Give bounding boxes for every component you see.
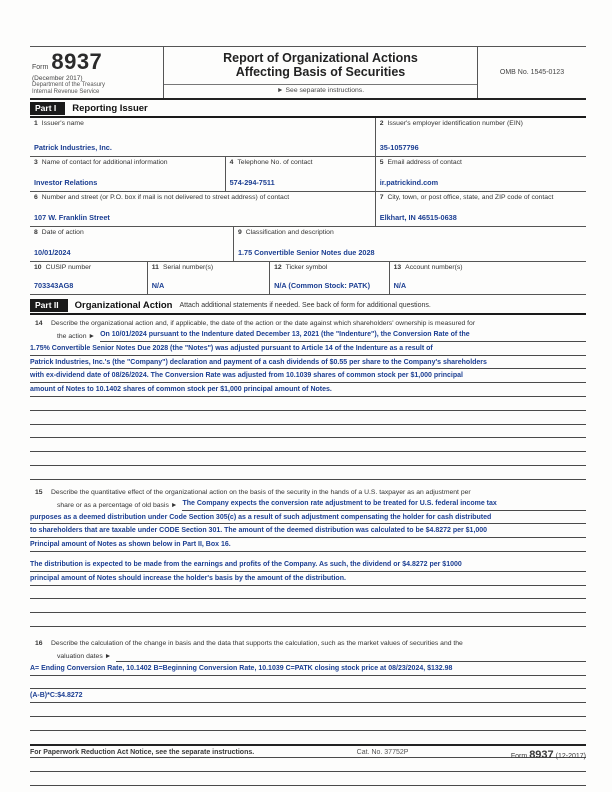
form-number: 8937 [51, 49, 103, 74]
field-10-label: CUSIP number [45, 264, 92, 271]
question-14-number: 14 [35, 320, 43, 327]
footer-form-number: 8937 [529, 749, 554, 761]
question-15-label-cont: share or as a percentage of old basis ► [57, 501, 178, 509]
part2-chip: Part II [30, 299, 68, 312]
see-instructions-note: ► See separate instructions. [164, 84, 477, 95]
part1-row-4 [30, 227, 586, 262]
question-15-label: Describe the quantitative effect of the organizational action on the basis of the security in the hands of a U.S. taxpayer as an adjustment per [51, 488, 471, 496]
field-contact-name [30, 157, 225, 191]
field-contact-city [375, 192, 586, 226]
field-13-number: 13 [393, 264, 402, 271]
answer-15-line: The distribution is expected to be made from the earnings and profits of the Company. As such, the dividend or $4.8272 per $1000 [30, 558, 586, 572]
answer-16-line: A= Ending Conversion Rate, 10.1402 B=Beginning Conversion Rate, 10.1039 C=PATK closing stock price at 08/23/2024, $132.98 [30, 662, 586, 676]
part1-chip: Part I [30, 102, 65, 115]
answer-14-line: Patrick Industries, Inc.'s (the "Company") declaration and payment of a cash dividends of $0.55 per share to the Company's shareholders [30, 356, 586, 370]
field-13-label: Account number(s) [405, 264, 463, 271]
field-account-number [389, 262, 586, 294]
field-4-value: 574-294-7511 [229, 178, 275, 187]
form-number-block [30, 47, 164, 98]
field-5-number: 5 [379, 159, 384, 166]
field-13-value: N/A [393, 281, 407, 290]
field-7-number: 7 [379, 194, 384, 201]
question-16 [30, 639, 586, 786]
field-10-number: 10 [34, 264, 42, 271]
field-8-number: 8 [34, 229, 38, 236]
field-4-label: Telephone No. of contact [237, 159, 313, 166]
agency-line-1: Department of the Treasury [32, 82, 106, 88]
answer-15-paragraph-2 [30, 558, 586, 586]
answer-16-line: (A-B)*C:$4.8272 [30, 689, 586, 703]
blank-line [30, 438, 586, 452]
blank-line [30, 676, 586, 690]
form-footer [30, 744, 586, 761]
blank-line [30, 703, 586, 717]
form-title-line-1: Report of Organizational Actions [223, 51, 418, 65]
question-15-number: 15 [35, 488, 43, 496]
field-serial-number [147, 262, 269, 294]
part2-title: Organizational Action [74, 300, 173, 311]
field-2-label: Issuer's employer identification number (EIN) [387, 120, 523, 127]
form-header [30, 46, 586, 100]
question-14-label-cont: the action ► [57, 332, 96, 340]
blank-line [30, 613, 586, 627]
part1-title: Reporting Issuer [72, 103, 148, 114]
answer-14-line: On 10/01/2024 pursuant to the Indenture dated December 13, 2021 (the "Indenture"), the Conversion Rate of the [100, 328, 586, 342]
field-2-number: 2 [379, 120, 384, 127]
blank-line [30, 397, 586, 411]
field-9-label: Classification and description [245, 229, 334, 236]
part1-row-3 [30, 192, 586, 227]
answer-15-line: purposes as a deemed distribution under Code Section 305(c) as a result of such adjustment compensating the holder for cash distributed [30, 511, 586, 525]
blank-line [116, 648, 586, 662]
field-classification [233, 227, 586, 261]
form-word: Form [32, 64, 49, 71]
blank-line [30, 599, 586, 613]
field-11-value: N/A [151, 281, 165, 290]
field-3-label: Name of contact for additional information [41, 159, 168, 166]
field-ein [375, 118, 586, 156]
footer-form-id [511, 749, 586, 761]
blank-line [30, 731, 586, 745]
blank-line [30, 586, 586, 600]
field-5-label: Email address of contact [387, 159, 462, 166]
field-contact-phone [225, 157, 375, 191]
agency-line-2: Internal Revenue Service [32, 89, 100, 95]
field-9-number: 9 [237, 229, 242, 236]
field-11-label: Serial number(s) [162, 264, 214, 271]
field-issuer-name [30, 118, 375, 156]
field-3-value: Investor Relations [34, 178, 98, 187]
part2-header [30, 297, 586, 315]
form-revision: (December 2017) [32, 75, 83, 82]
field-cusip [30, 262, 147, 294]
field-9-value: 1.75 Convertible Senior Notes due 2028 [237, 248, 375, 257]
field-7-value: Elkhart, IN 46515-0638 [379, 213, 457, 222]
catalog-number: Cat. No. 37752P [356, 749, 409, 756]
blank-line [30, 466, 586, 480]
field-contact-email [375, 157, 586, 191]
question-15 [30, 488, 586, 627]
field-10-value: 703343AG8 [34, 281, 74, 290]
field-12-number: 12 [274, 264, 282, 271]
field-12-label: Ticker symbol [285, 264, 328, 271]
part1-header [30, 100, 586, 118]
field-11-number: 11 [151, 264, 159, 271]
field-6-label: Number and street (or P.O. box if mail is not delivered to street address) of contact [41, 194, 290, 201]
answer-15-line: Principal amount of Notes as shown below in Part II, Box 16. [30, 538, 586, 552]
part1-row-5 [30, 262, 586, 295]
field-1-value: Patrick Industries, Inc. [34, 143, 112, 152]
field-7-label: City, town, or post office, state, and ZIP code of contact [387, 194, 554, 201]
question-14 [30, 319, 586, 480]
question-14-label: Describe the organizational action and, if applicable, the date of the action or the date against which shareholders' ownership is measured for [51, 320, 476, 327]
question-16-label-cont: valuation dates ► [57, 652, 112, 660]
part1-row-1 [30, 118, 586, 157]
field-8-label: Date of action [41, 229, 84, 236]
answer-14-line: with ex-dividend date of 08/26/2024. The Conversion Rate was adjusted from 10.1039 shares of common stock per $1,000 principal [30, 369, 586, 383]
part1-row-2 [30, 157, 586, 192]
answer-15-line: to shareholders that are taxable under CODE Section 301. The amount of the deemed distribution was calculated to be $4.8272 per $1,000 [30, 524, 586, 538]
footer-form-word: Form [510, 753, 528, 760]
blank-line [30, 772, 586, 786]
field-2-value: 35-1057796 [379, 143, 419, 152]
answer-14-line: 1.75% Convertible Senior Notes Due 2028 (the "Notes") was adjusted pursuant to Article 14 of the Indenture as a result of [30, 342, 586, 356]
answer-15-line: The Company expects the conversion rate adjustment to be treated for U.S. federal income tax [182, 497, 586, 511]
field-4-number: 4 [229, 159, 234, 166]
footer-form-revision: (12-2017) [555, 753, 586, 760]
question-16-number: 16 [35, 639, 43, 647]
answer-15-line: principal amount of Notes should increase the holder's basis by the amount of the distribution. [30, 572, 586, 586]
omb-number: OMB No. 1545-0123 [477, 47, 586, 98]
paperwork-notice: For Paperwork Reduction Act Notice, see the separate instructions. [30, 749, 255, 756]
field-12-value: N/A (Common Stock: PATK) [274, 281, 370, 290]
question-16-label: Describe the calculation of the change in basis and the data that supports the calculation, such as the market values of securities and the [51, 639, 463, 647]
field-contact-street [30, 192, 375, 226]
blank-line [30, 411, 586, 425]
part2-subtitle: Attach additional statements if needed. See back of form for additional questions. [179, 302, 431, 309]
field-date-of-action [30, 227, 233, 261]
blank-line [30, 717, 586, 731]
field-5-value: ir.patrickind.com [379, 178, 439, 187]
answer-14-line: amount of Notes to 10.1402 shares of common stock per $1,000 principal amount of Notes. [30, 383, 586, 397]
form-title-block [164, 47, 477, 98]
blank-line [30, 425, 586, 439]
field-8-value: 10/01/2024 [34, 248, 71, 257]
field-3-number: 3 [34, 159, 38, 166]
field-1-number: 1 [34, 120, 38, 127]
blank-line [30, 452, 586, 466]
field-1-label: Issuer's name [41, 120, 84, 127]
field-6-value: 107 W. Franklin Street [34, 213, 110, 222]
form-title-line-2: Affecting Basis of Securities [235, 65, 406, 79]
field-6-number: 6 [34, 194, 38, 201]
field-ticker-symbol [269, 262, 389, 294]
